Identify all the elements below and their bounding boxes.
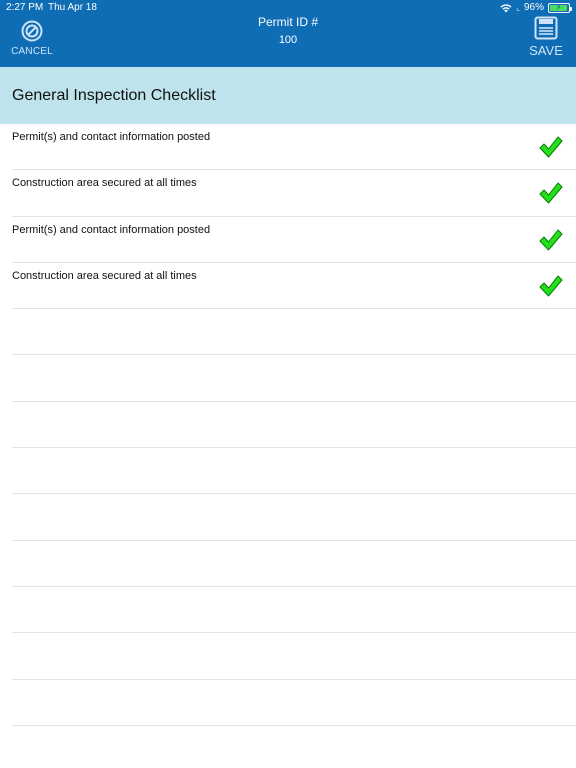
checklist-row[interactable] (12, 124, 576, 170)
save-icon (534, 16, 558, 40)
permit-id: 100 (278, 34, 298, 46)
permit-title: Permit ID # (257, 15, 318, 29)
checkmark-icon[interactable] (538, 227, 564, 253)
section-title: General Inspection Checklist (12, 86, 216, 104)
page-title (188, 14, 388, 48)
checkmark-icon[interactable] (538, 273, 564, 299)
empty-row (12, 355, 576, 401)
status-date: Thu Apr 18 (48, 2, 97, 13)
checklist-row[interactable] (12, 217, 576, 263)
checkmark-icon[interactable] (538, 180, 564, 206)
checklist-item-label: Permit(s) and contact information posted (12, 223, 211, 236)
empty-row (12, 587, 576, 633)
checklist-item-label: Permit(s) and contact information posted (12, 131, 211, 143)
save-label: SAVE (529, 43, 563, 58)
empty-row (12, 402, 576, 448)
checklist-row[interactable] (12, 170, 576, 216)
empty-row (12, 494, 576, 540)
location-icon: ⌞ (516, 3, 520, 12)
status-indicators (500, 1, 570, 15)
empty-row (12, 309, 576, 355)
status-time: 2:27 PM (6, 2, 44, 13)
empty-row (12, 541, 576, 587)
cancel-icon (21, 20, 43, 42)
checklist-item-label: Construction area secured at all times (12, 269, 197, 282)
checklist-row[interactable] (12, 263, 576, 309)
save-button[interactable] (526, 16, 566, 62)
checkmark-icon[interactable] (538, 134, 564, 160)
empty-row (12, 448, 576, 494)
nav-header (0, 0, 576, 67)
checklist (0, 124, 576, 726)
battery-icon (548, 3, 570, 13)
empty-row (12, 633, 576, 679)
cancel-label: CANCEL (11, 46, 53, 57)
wifi-icon (500, 3, 512, 13)
bolt-icon: ⚡ (555, 3, 562, 12)
checklist-item-label: Construction area secured at all times (12, 177, 197, 190)
battery-fill (550, 5, 567, 11)
section-header (0, 67, 576, 124)
battery-percent: 96% (523, 2, 544, 13)
empty-row (12, 680, 576, 726)
cancel-button[interactable] (10, 20, 54, 62)
